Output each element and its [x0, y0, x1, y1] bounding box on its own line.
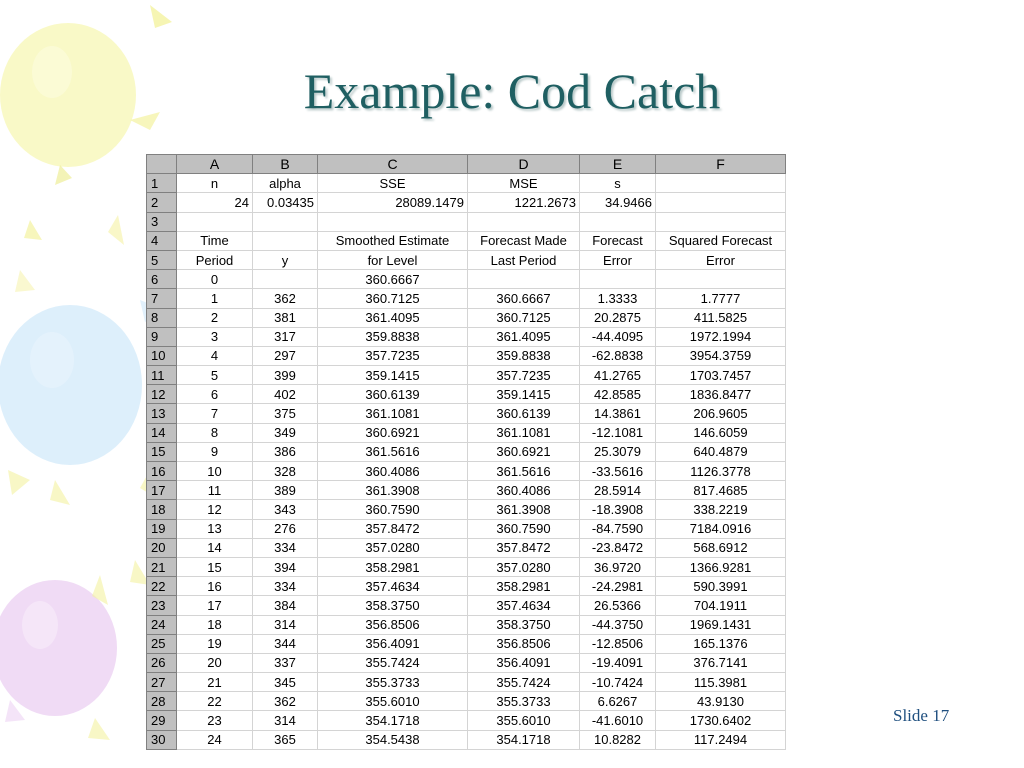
cell: 361.1081 [468, 423, 580, 442]
cell: 1.3333 [580, 289, 656, 308]
cell: 357.4634 [318, 577, 468, 596]
cell: -12.8506 [580, 634, 656, 653]
row-header: 21 [147, 557, 177, 576]
table-row [147, 385, 786, 404]
cell: 7184.0916 [656, 519, 786, 538]
row-header: 25 [147, 634, 177, 653]
cell: 146.6059 [656, 423, 786, 442]
cell: 361.3908 [468, 500, 580, 519]
table-row [147, 653, 786, 672]
cell: 20.2875 [580, 308, 656, 327]
cell: -33.5616 [580, 462, 656, 481]
cell: 357.8472 [468, 538, 580, 557]
cell [656, 212, 786, 231]
table-row [147, 423, 786, 442]
table-row [147, 730, 786, 749]
cell: 590.3991 [656, 577, 786, 596]
cell: 206.9605 [656, 404, 786, 423]
cell: 704.1911 [656, 596, 786, 615]
cell: 13 [177, 519, 253, 538]
cell: 1836.8477 [656, 385, 786, 404]
cell: 361.4095 [318, 308, 468, 327]
cell: 355.7424 [468, 673, 580, 692]
cell: -41.6010 [580, 711, 656, 730]
cell: 14 [177, 538, 253, 557]
column-header: E [580, 155, 656, 174]
cell: 3954.3759 [656, 346, 786, 365]
cell: 359.1415 [318, 366, 468, 385]
cell: 360.6667 [318, 270, 468, 289]
row-header: 19 [147, 519, 177, 538]
table-row [147, 346, 786, 365]
cell: 817.4685 [656, 481, 786, 500]
cell: 18 [177, 615, 253, 634]
cell [177, 212, 253, 231]
row-header: 10 [147, 346, 177, 365]
cell: 375 [253, 404, 318, 423]
cell [253, 212, 318, 231]
cell: 10.8282 [580, 730, 656, 749]
row-header: 14 [147, 423, 177, 442]
cell: Smoothed Estimate [318, 231, 468, 250]
row-header: 28 [147, 692, 177, 711]
cell: for Level [318, 250, 468, 269]
cell: 568.6912 [656, 538, 786, 557]
cell: 360.7125 [318, 289, 468, 308]
row-header: 18 [147, 500, 177, 519]
row-header: 22 [147, 577, 177, 596]
cell: 22 [177, 692, 253, 711]
cell: 1730.6402 [656, 711, 786, 730]
table-row [147, 250, 786, 269]
cell: 4 [177, 346, 253, 365]
column-header: B [253, 155, 318, 174]
cell: Squared Forecast [656, 231, 786, 250]
cell: 115.3981 [656, 673, 786, 692]
cell: Forecast [580, 231, 656, 250]
cell: 1703.7457 [656, 366, 786, 385]
table-row [147, 366, 786, 385]
cell: 338.2219 [656, 500, 786, 519]
cell: 360.6921 [318, 423, 468, 442]
cell: 1.7777 [656, 289, 786, 308]
cell: 376.7141 [656, 653, 786, 672]
cell: 361.4095 [468, 327, 580, 346]
cell: 361.5616 [468, 462, 580, 481]
cell: 334 [253, 577, 318, 596]
cell: -44.4095 [580, 327, 656, 346]
cell: 334 [253, 538, 318, 557]
cell: 356.4091 [468, 653, 580, 672]
cell: 12 [177, 500, 253, 519]
cell: alpha [253, 174, 318, 193]
cell: 399 [253, 366, 318, 385]
cell: 355.6010 [318, 692, 468, 711]
table-row [147, 462, 786, 481]
cell: 361.3908 [318, 481, 468, 500]
cell: 386 [253, 442, 318, 461]
table-row [147, 557, 786, 576]
cell: 360.7125 [468, 308, 580, 327]
cell: n [177, 174, 253, 193]
cell [318, 212, 468, 231]
cell: -19.4091 [580, 653, 656, 672]
cell: 165.1376 [656, 634, 786, 653]
cell: 23 [177, 711, 253, 730]
cell: 358.3750 [468, 615, 580, 634]
cell [253, 231, 318, 250]
cell: 359.1415 [468, 385, 580, 404]
table-row [147, 615, 786, 634]
table-row [147, 174, 786, 193]
table-row [147, 289, 786, 308]
cell: Error [580, 250, 656, 269]
cell: 24 [177, 730, 253, 749]
cell: 11 [177, 481, 253, 500]
cell: 28.5914 [580, 481, 656, 500]
table-row [147, 212, 786, 231]
cell: 117.2494 [656, 730, 786, 749]
row-header: 7 [147, 289, 177, 308]
cell: 297 [253, 346, 318, 365]
cell [580, 212, 656, 231]
table-row [147, 231, 786, 250]
cell: 360.6139 [318, 385, 468, 404]
cell: 360.4086 [468, 481, 580, 500]
cell: 354.1718 [318, 711, 468, 730]
cell: 6 [177, 385, 253, 404]
cell: 41.2765 [580, 366, 656, 385]
cell: 360.6139 [468, 404, 580, 423]
row-header: 17 [147, 481, 177, 500]
cell: s [580, 174, 656, 193]
cell: 356.4091 [318, 634, 468, 653]
cell: 6.6267 [580, 692, 656, 711]
table-row [147, 270, 786, 289]
cell: -18.3908 [580, 500, 656, 519]
cell: 384 [253, 596, 318, 615]
table-row [147, 193, 786, 212]
cell: 389 [253, 481, 318, 500]
cell: 328 [253, 462, 318, 481]
cell: 354.1718 [468, 730, 580, 749]
cell: 357.0280 [468, 557, 580, 576]
row-header: 23 [147, 596, 177, 615]
row-header: 26 [147, 653, 177, 672]
cell: Period [177, 250, 253, 269]
row-header: 4 [147, 231, 177, 250]
cell: 358.2981 [468, 577, 580, 596]
row-header: 2 [147, 193, 177, 212]
table-row [147, 500, 786, 519]
cell: 0 [177, 270, 253, 289]
cell: Error [656, 250, 786, 269]
cell: 34.9466 [580, 193, 656, 212]
cell: 16 [177, 577, 253, 596]
row-header: 12 [147, 385, 177, 404]
cell: 362 [253, 692, 318, 711]
column-header-row [147, 155, 786, 174]
cell: 355.3733 [468, 692, 580, 711]
cell: 357.7235 [318, 346, 468, 365]
row-header: 3 [147, 212, 177, 231]
cell: y [253, 250, 318, 269]
row-header: 6 [147, 270, 177, 289]
column-header: D [468, 155, 580, 174]
cell: 360.4086 [318, 462, 468, 481]
table-row [147, 327, 786, 346]
cell: 1 [177, 289, 253, 308]
cell: 314 [253, 711, 318, 730]
cell: 1126.3778 [656, 462, 786, 481]
cell: 276 [253, 519, 318, 538]
cell: 357.0280 [318, 538, 468, 557]
cell: 0.03435 [253, 193, 318, 212]
table-row [147, 481, 786, 500]
row-header: 11 [147, 366, 177, 385]
cell [656, 270, 786, 289]
cell: 15 [177, 557, 253, 576]
cell: 356.8506 [318, 615, 468, 634]
cell: 365 [253, 730, 318, 749]
table-row [147, 692, 786, 711]
cell: 360.7590 [468, 519, 580, 538]
table-row [147, 519, 786, 538]
cell: 355.3733 [318, 673, 468, 692]
cell: 640.4879 [656, 442, 786, 461]
cell [656, 174, 786, 193]
table-row [147, 596, 786, 615]
row-header: 8 [147, 308, 177, 327]
cell: -44.3750 [580, 615, 656, 634]
cell: 357.4634 [468, 596, 580, 615]
cell: 25.3079 [580, 442, 656, 461]
cell [253, 270, 318, 289]
cell: 349 [253, 423, 318, 442]
cell: 7 [177, 404, 253, 423]
cell: 360.6667 [468, 289, 580, 308]
cell: 36.9720 [580, 557, 656, 576]
cell [580, 270, 656, 289]
row-header: 24 [147, 615, 177, 634]
row-header: 20 [147, 538, 177, 557]
cell: -62.8838 [580, 346, 656, 365]
cell: 381 [253, 308, 318, 327]
cell: 359.8838 [318, 327, 468, 346]
table-row [147, 308, 786, 327]
cell: 21 [177, 673, 253, 692]
table-row [147, 634, 786, 653]
cell: 361.5616 [318, 442, 468, 461]
row-header: 5 [147, 250, 177, 269]
row-header: 29 [147, 711, 177, 730]
cell: 3 [177, 327, 253, 346]
column-header: A [177, 155, 253, 174]
cell: 26.5366 [580, 596, 656, 615]
cell: 362 [253, 289, 318, 308]
cell: 317 [253, 327, 318, 346]
slide-title: Example: Cod Catch [303, 63, 721, 119]
cell: 344 [253, 634, 318, 653]
slide-number: Slide 17 [893, 706, 950, 725]
cell: 355.7424 [318, 653, 468, 672]
cell: 411.5825 [656, 308, 786, 327]
row-header: 27 [147, 673, 177, 692]
cell: 8 [177, 423, 253, 442]
cell: 337 [253, 653, 318, 672]
cell: 14.3861 [580, 404, 656, 423]
row-header: 15 [147, 442, 177, 461]
cell: 19 [177, 634, 253, 653]
cell [656, 193, 786, 212]
row-header: 1 [147, 174, 177, 193]
cell: 402 [253, 385, 318, 404]
cell: 356.8506 [468, 634, 580, 653]
cell: -84.7590 [580, 519, 656, 538]
table-row [147, 577, 786, 596]
cell: 43.9130 [656, 692, 786, 711]
cell: 361.1081 [318, 404, 468, 423]
cell: 358.3750 [318, 596, 468, 615]
table-row [147, 404, 786, 423]
table-row [147, 538, 786, 557]
cell: -24.2981 [580, 577, 656, 596]
cell: SSE [318, 174, 468, 193]
column-header: C [318, 155, 468, 174]
cell: 1221.2673 [468, 193, 580, 212]
cell: -10.7424 [580, 673, 656, 692]
cell: 357.7235 [468, 366, 580, 385]
cell: -23.8472 [580, 538, 656, 557]
cell: Time [177, 231, 253, 250]
cell: 360.7590 [318, 500, 468, 519]
row-header: 9 [147, 327, 177, 346]
cell: 20 [177, 653, 253, 672]
corner-cell [147, 155, 177, 174]
cell: 343 [253, 500, 318, 519]
spreadsheet-table [146, 154, 786, 750]
cell: 359.8838 [468, 346, 580, 365]
cell: 1972.1994 [656, 327, 786, 346]
cell: 17 [177, 596, 253, 615]
cell: 28089.1479 [318, 193, 468, 212]
cell [468, 212, 580, 231]
cell: Forecast Made [468, 231, 580, 250]
cell [468, 270, 580, 289]
cell: MSE [468, 174, 580, 193]
cell: 360.6921 [468, 442, 580, 461]
row-header: 13 [147, 404, 177, 423]
cell: 24 [177, 193, 253, 212]
cell: 354.5438 [318, 730, 468, 749]
cell: -12.1081 [580, 423, 656, 442]
table-row [147, 442, 786, 461]
cell: 5 [177, 366, 253, 385]
cell: 9 [177, 442, 253, 461]
cell: Last Period [468, 250, 580, 269]
spreadsheet-image [146, 154, 786, 750]
cell: 2 [177, 308, 253, 327]
row-header: 16 [147, 462, 177, 481]
row-header: 30 [147, 730, 177, 749]
cell: 345 [253, 673, 318, 692]
cell: 1366.9281 [656, 557, 786, 576]
cell: 1969.1431 [656, 615, 786, 634]
cell: 42.8585 [580, 385, 656, 404]
cell: 355.6010 [468, 711, 580, 730]
cell: 394 [253, 557, 318, 576]
cell: 357.8472 [318, 519, 468, 538]
cell: 10 [177, 462, 253, 481]
table-row [147, 711, 786, 730]
column-header: F [656, 155, 786, 174]
cell: 358.2981 [318, 557, 468, 576]
cell: 314 [253, 615, 318, 634]
table-row [147, 673, 786, 692]
